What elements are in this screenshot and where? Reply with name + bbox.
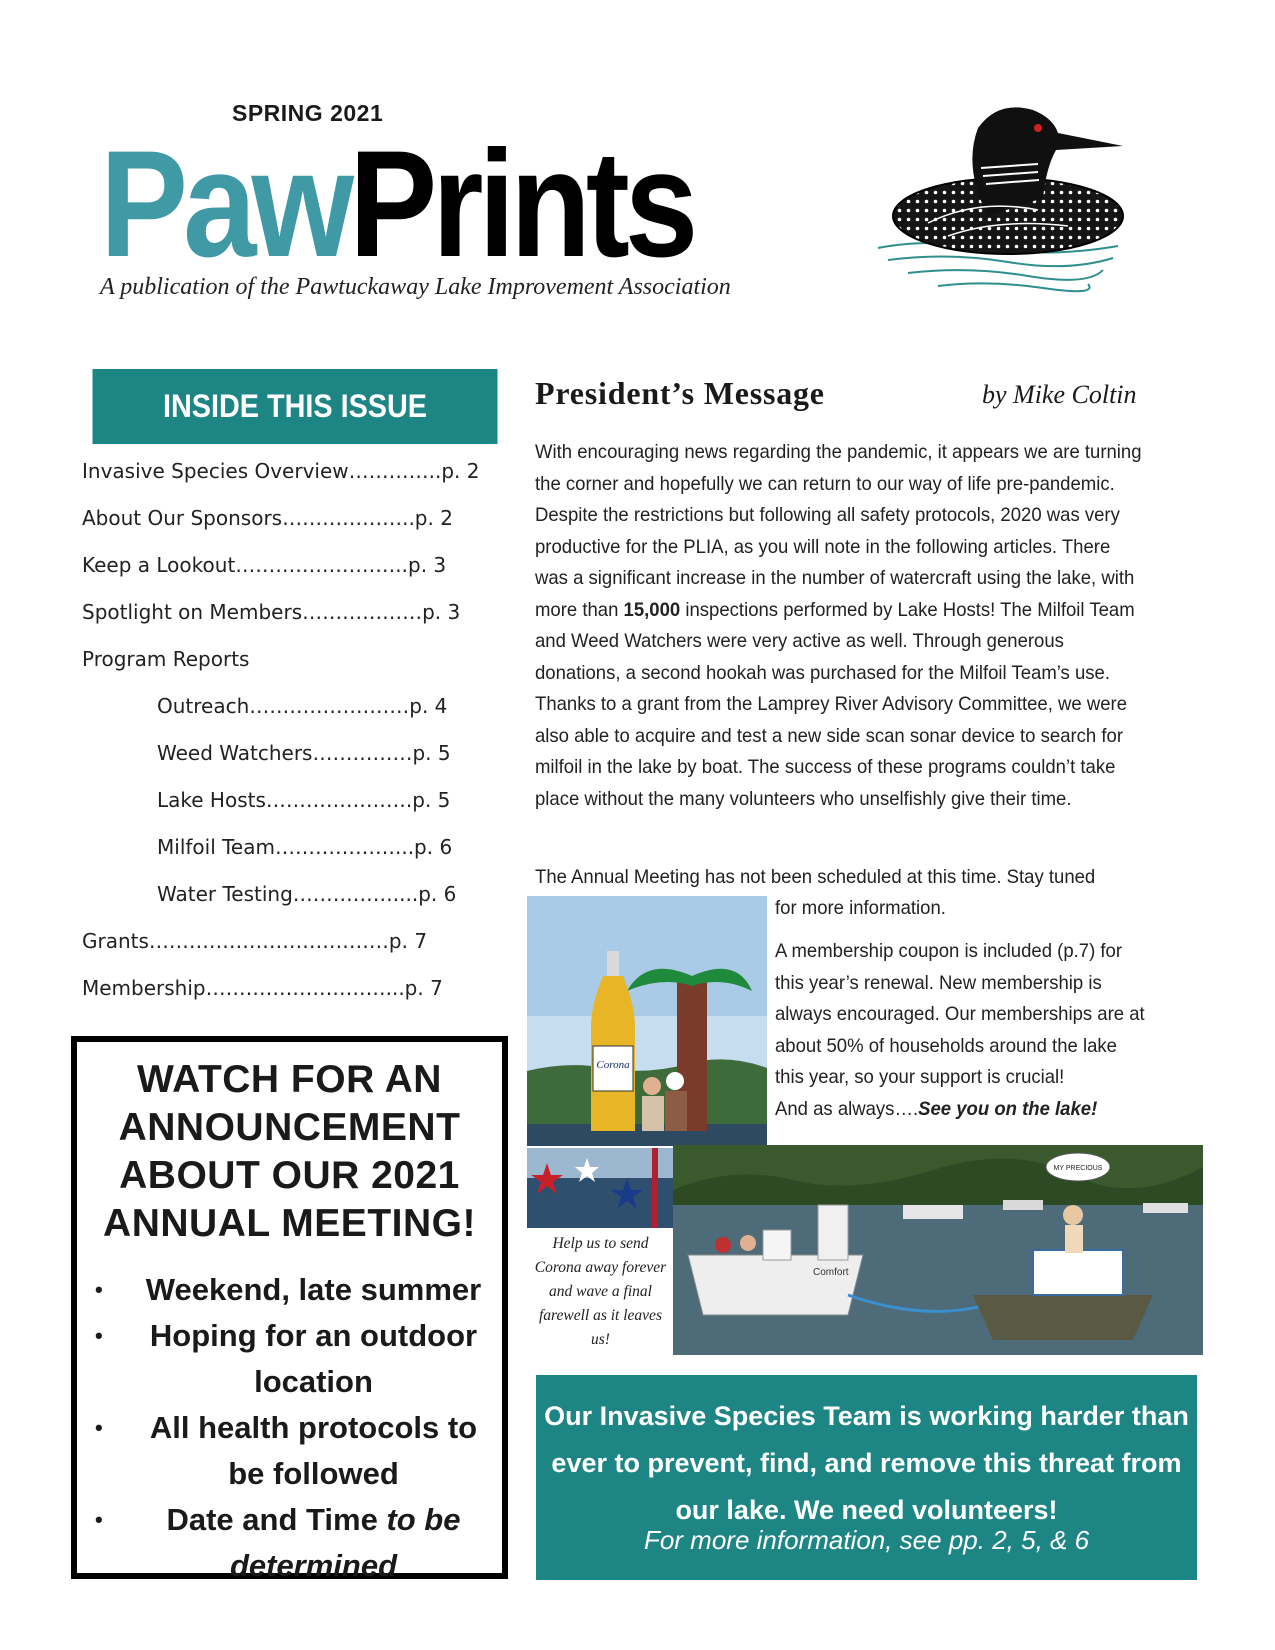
publication-subtitle: A publication of the Pawtuckaway Lake Improvement Association <box>100 274 731 300</box>
toc-subitem[interactable]: Lake Hosts………………….p. 5 <box>157 788 451 812</box>
announcement-bullet: • Weekend, late summer <box>77 1267 502 1313</box>
membership-line: always encouraged. Our memberships are at <box>775 1003 1145 1025</box>
title-prints: Prints <box>349 119 694 289</box>
meeting-line: The Annual Meeting has not been scheduled at this time. Stay tuned <box>535 866 1096 888</box>
boat-parade-photo <box>673 1145 1203 1355</box>
toc-item[interactable]: About Our Sponsors………………..p. 2 <box>82 506 453 530</box>
toc-subitem[interactable]: Milfoil Team………………...p. 6 <box>157 835 453 859</box>
announcement-heading-line: ANNUAL MEETING! <box>103 1202 476 1245</box>
toc-item[interactable]: Membership………………………...p. 7 <box>82 976 443 1000</box>
more-info-text: For more information, see pp. 2, 5, & 6 <box>643 1525 1090 1555</box>
invasive-species-callout <box>536 1375 1197 1580</box>
toc-section-label: Program Reports <box>82 647 250 671</box>
loon-icon <box>868 98 1128 308</box>
closing-line <box>775 1094 1174 1126</box>
membership-paragraph <box>775 936 1174 1125</box>
to-be-determined: to be determined <box>229 1502 461 1583</box>
announcement-bullet: • Hoping for an outdoor location <box>77 1313 502 1405</box>
article-title: President’s Message <box>535 375 825 411</box>
toc-item[interactable]: Spotlight on Members………………p. 3 <box>82 600 461 624</box>
toc-item[interactable]: Grants………………………………p. 7 <box>82 929 428 953</box>
inspection-count: 15,000 <box>623 598 681 621</box>
announcement-box <box>71 1036 508 1583</box>
toc-item[interactable]: Keep a Lookout……………………..p. 3 <box>82 553 447 577</box>
announcement-heading <box>77 1056 502 1248</box>
membership-line: this year, so your support is crucial! <box>775 1066 1065 1088</box>
paragraph-text: With encouraging news regarding the pandemic, it appears we are turning the corner and hopefully we can return to our way of life pre-pandemic. Despite the restrictions but following all safety protocols, 2020 was very productive for the PLIA, as you will note in the following articles. There was a significant increase in the number of watercraft using the lake, with more than <box>535 441 1142 621</box>
membership-line: about 50% of households around the lake <box>775 1034 1117 1057</box>
toc-item[interactable]: Invasive Species Overview…………..p. 2 <box>82 459 480 483</box>
banner-text: MY PRECIOUS <box>1053 1165 1103 1172</box>
announcement-bullet-date <box>77 1497 502 1589</box>
paragraph-text: inspections performed by Lake Hosts! The Milfoil Team and Weed Watchers were very active as well. Through generous donations, a second hookah was purchased for the Milfoil Team’s use. Thanks to a grant from the Lamprey River Advisory Committee, we were also able to acquire and test a new side scan sonar device to search for milfoil in the lake by boat. The success of these programs couldn’t take place without the many volunteers who unselfishly give their time. <box>535 598 1135 810</box>
issue-season: SPRING 2021 <box>232 100 384 126</box>
invasive-callout-text: Our Invasive Species Team is working harder than ever to prevent, find, and remove this threat from our lake. We need volunteers! <box>544 1401 1189 1525</box>
parade-decor-photo <box>527 1148 673 1228</box>
announcement-bullet: • All health protocols to be followed <box>77 1405 502 1497</box>
announcement-bullets <box>77 1267 502 1589</box>
article-paragraph <box>535 437 1143 815</box>
toc-heading: INSIDE THIS ISSUE <box>93 369 498 444</box>
toc-subitem[interactable]: Weed Watchers……………p. 5 <box>157 741 451 765</box>
bottle-label: Corona <box>596 1059 630 1071</box>
corona-float-photo <box>527 896 767 1146</box>
meeting-line: for more information. <box>775 897 946 919</box>
publication-title <box>100 118 693 291</box>
article-byline: by Mike Coltin <box>982 380 1137 409</box>
date-time-label: Date and Time <box>166 1502 378 1537</box>
title-paw: Paw <box>100 119 350 289</box>
table-of-contents <box>82 454 502 1018</box>
membership-line: A membership coupon is included (p.7) for <box>775 940 1123 962</box>
membership-line: this year’s renewal. New membership is <box>775 971 1102 994</box>
announcement-heading-line: ANNOUNCEMENT <box>118 1106 461 1149</box>
see-you-on-the-lake: See you on the lake! <box>918 1097 1098 1120</box>
boat-label: Comfort <box>813 1267 849 1278</box>
toc-subitem[interactable]: Outreach……………………p. 4 <box>157 694 448 718</box>
photo-caption: Help us to send Corona away forever and wave a final farewell as it leaves us! <box>534 1235 667 1348</box>
closing-prefix: And as always…. <box>775 1097 919 1120</box>
announcement-heading-line: WATCH FOR AN <box>137 1058 442 1101</box>
toc-subitem[interactable]: Water Testing……………....p. 6 <box>157 882 457 906</box>
announcement-heading-line: ABOUT OUR 2021 <box>119 1154 460 1197</box>
